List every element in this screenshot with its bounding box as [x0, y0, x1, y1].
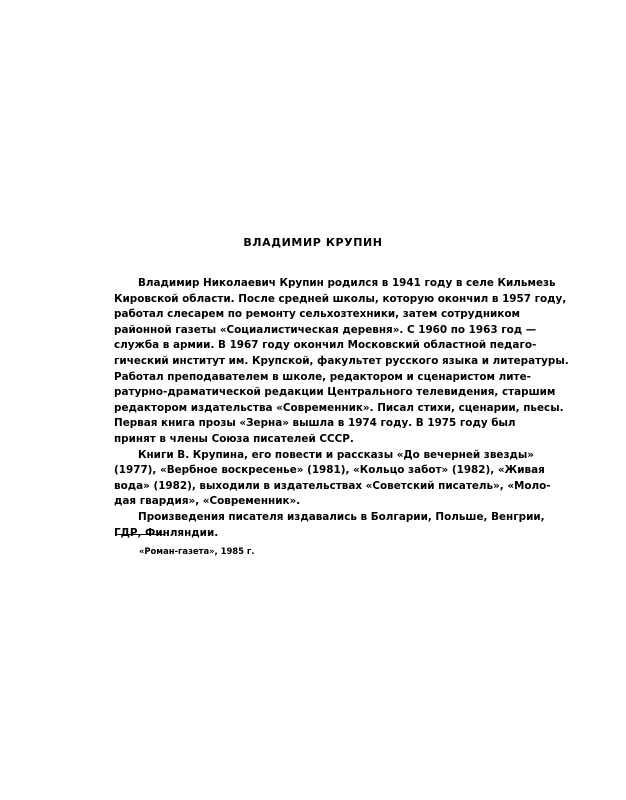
paragraph-3: [114, 510, 545, 541]
text-line: принят в члены Союза писателей СССР.: [114, 432, 354, 445]
text-line: работал слесарем по ремонту сельхозтехники, затем сотрудником: [114, 308, 521, 321]
text-line: вода» (1982), выходили в издательствах «Советский писатель», «Моло-: [114, 479, 551, 492]
text-line: районной газеты «Социалистическая деревня». С 1960 по 1963 год —: [114, 323, 537, 336]
text-line: ратурно-драматической редакции Центрального телевидения, старшим: [114, 386, 556, 399]
paragraph-2: [114, 448, 551, 510]
footnote-divider: [116, 534, 164, 535]
text-line: гический институт им. Крупской, факультет русского языка и литературы.: [114, 354, 569, 367]
text-line: Книги В. Крупина, его повести и рассказы «До вечерней звезды»: [138, 448, 535, 461]
text-line: служба в армии. В 1967 году окончил Московский областной педаго-: [114, 339, 537, 352]
paragraph-1: [114, 276, 569, 448]
text-line: ГДР, Финляндии.: [114, 526, 219, 539]
biography-text: [114, 276, 569, 541]
text-line: (1977), «Вербное воскресенье» (1981), «Кольцо забот» (1982), «Живая: [114, 464, 545, 477]
footnote: «Роман-газета», 1985 г.: [139, 546, 255, 556]
text-line: дая гвардия», «Современник».: [114, 495, 301, 508]
text-line: Владимир Николаевич Крупин родился в 1941 году в селе Кильмезь: [138, 277, 556, 289]
text-line: Работал преподавателем в школе, редактором и сценаристом лите-: [114, 370, 531, 383]
text-line: Кировской области. После средней школы, которую окончил в 1957 году,: [114, 292, 567, 305]
text-line: редактором издательства «Современник». Писал стихи, сценарии, пьесы.: [114, 401, 564, 414]
text-line: Первая книга прозы «Зерна» вышла в 1974 году. В 1975 году был: [114, 417, 516, 430]
text-line: Произведения писателя издавались в Болгарии, Польше, Венгрии,: [138, 510, 545, 523]
page-title: ВЛАДИМИР КРУПИН: [243, 236, 383, 249]
